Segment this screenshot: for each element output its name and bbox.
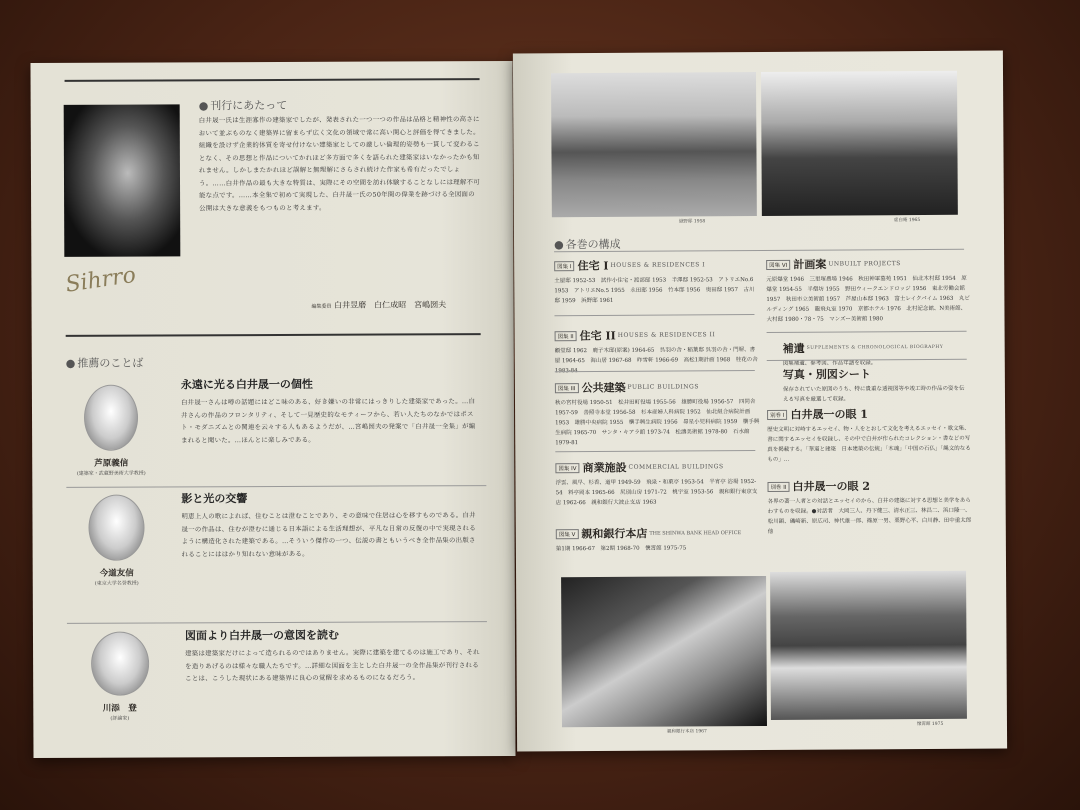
volume-title: 公共建築 xyxy=(581,381,626,395)
volume-tag: 図集 I xyxy=(554,261,574,271)
volume-desc: 各界の著一人者との対話とエッセイのから、白井の建築に対する思想と美学をあらわすものを収録。●対話者 大岡三人、丹下健三、清水正三、林昌二、浜口隆一、松川顕、磯崎新、原広司、神代雄一郎、篠原一男、栗野心平、白川静、田中重太郎 他 xyxy=(767,497,972,535)
recommendation-body: 白井晟一さんは噂の話題にはどこ味のある、好き嫌いの非常にはっきりした建築家であった。…白井さんの作品のフロンタリティ、そして一見歴史的なモティーフから、若い人たちのなかではポスト・モダニズムとの関連を云々する人もあるようだが、…宮嶋圀夫の発案で「白井晟一全集」が編まれると聞いた。…ほんとに楽しみである。 xyxy=(180,397,476,444)
recommender-name: 芦原義信 xyxy=(94,458,129,469)
volume-tag: 別巻 I xyxy=(767,409,787,419)
right-page xyxy=(513,51,1007,752)
volume-title: 補遺 xyxy=(782,342,805,356)
photo-house-3 xyxy=(770,571,967,720)
recommendation-title: 永遠に光る白井晟一の個性 xyxy=(180,377,313,392)
photo-caption: 嶽野邸 1958 xyxy=(678,219,706,225)
photo-bank-interior xyxy=(561,576,767,727)
volume-title-en: THE SHINWA BANK HEAD OFFICE xyxy=(649,529,742,537)
volume-title-en: HOUSES & RESIDENCES I xyxy=(610,261,706,269)
recommend-heading: ● 推薦のことば xyxy=(66,355,144,371)
volume-3 xyxy=(555,376,760,448)
recommendation-body: 建築は建築家だけによって造られるのではありません。実際に建築を建てるのは施工であり、それを造りあげるのは様々な職人たちです。…詳細な図面を主とした白井晟一の全作品集が刊行されることは、こうした現状にある建築界に良心の覚醒を求めるものになるだろう。 xyxy=(185,648,480,683)
volume-tag: 別巻 II xyxy=(767,481,789,491)
volume-tag: 図集 II xyxy=(555,331,577,341)
volume-title: 住宅 I xyxy=(577,259,609,273)
portrait-ashihara xyxy=(84,385,138,451)
signature: Sihrro xyxy=(64,262,138,298)
volume-desc: 土屋邸 1952-53 試作小住宅・渡部邸 1953 半澤邸 1952-53 アトリエNo.6 1953 アトリエNo.5 1955 永田邸 1956 竹本邸 1956 奥田邸 1957 古川邸 1959 浜野邸 1961 xyxy=(554,277,755,305)
volume-desc: 秋の宮村役場 1950-51 松井田町役場 1955-56 雄勝町役場 1956-57 四同舎 1957-59 善照寺本堂 1956-58 杉本産婦人科病院 1952 仙北組合病院計画 1953 雄勝中央病院 1955 横手興生病院 1956 昴星小児科病院 1959 横手興生病院 1965-70 サンタ・キアラ館 1973-74 松濤美術館 1978-80 石水館 1979-81 xyxy=(554,399,760,447)
volume-desc: 元原爆堂 1946 三里塚農場 1946 秋田神軍墓苑 1951 仙北木村邸 1954 原爆堂 1954-55 半僧坊 1955 野田ウィークエンドロッジ 1956 東北労働会館 1957 秋田市立美術館 1957 芦屋山本邸 1963 富士レイクパイム 1963 丸ビルディング 1965 龍飛丸室 1970 京都ホテル 1976 北村記念館、N美術館、大村邸 1980・78・75 マンズー美術館 1980 xyxy=(766,275,970,323)
volume-title-en: PUBLIC BUILDINGS xyxy=(627,383,699,391)
volume-desc: 第1期 1966-67 第2期 1968-70 懐霄館 1975-75 xyxy=(555,545,687,553)
volume-desc: 歴史文明に対峙するエッセイ、物・人をとおして文化を考えるエッセイ・歌文集、書に関するエッセイを収録し、その中で白井が作られたコレクション・書などの写真を掲載する。「華道と建築 日本建築の伝統」「木魂」「中国の石仏」「縄文的なるもの」… xyxy=(767,425,971,463)
volume-tag: 図集 IV xyxy=(555,463,579,473)
volume-desc: 保存されていた原図のうち、特に貴重な透視図等や竣工時の作品の姿を伝える写真を厳選して収録。 xyxy=(782,385,965,403)
volume-tag: 図集 III xyxy=(555,383,579,393)
volume-1 xyxy=(554,254,759,306)
architect-portrait xyxy=(64,104,181,257)
recommendation-3 xyxy=(67,626,488,753)
volume-title-en: UNBUILT PROJECTS xyxy=(828,260,901,268)
recommendation-2 xyxy=(66,489,487,626)
recommendation-1 xyxy=(66,373,486,490)
photo-caption: 懐霄館 1975 xyxy=(916,721,944,728)
photo-caption: 虚白庵 1965 xyxy=(893,218,921,224)
divider xyxy=(67,621,487,624)
volume-desc: 図集補遺、参考図、作品年譜を収録。 xyxy=(782,360,877,367)
divider xyxy=(555,450,755,452)
editors-line xyxy=(312,299,447,311)
volume-title-en: HOUSES & RESIDENCES II xyxy=(617,331,716,339)
volume-title: 親和銀行本店 xyxy=(581,527,648,541)
contents-heading: ● 各巻の構成 xyxy=(554,236,621,252)
left-page xyxy=(30,61,515,758)
portrait-kawazoe xyxy=(91,632,149,696)
recommender-affiliation: (建築家・武蔵野美術大学教授) xyxy=(76,470,146,477)
volume-title: 写真・別図シート xyxy=(782,367,871,382)
intro-body: 白井晟一氏は生涯寡作の建築家でしたが、発表された一つ一つの作品は品格と精神性の高さにおいて並ぶものなく建築界に留まらず広く文化の領域で常に高い関心と評価を得てきました。組織を設けず企業的体質を寄せ付けない建築家としての厳しい倫理的姿勢も一貫して変わることなく、その思想と作品についてかれほど多方面で多くを語られた建築家はいなかったかも知れません。しかしまたかれほど誤解と無理解にさらされ続けた作家も希有だったでしょう。……白井作品の最も大きな特質は、実際にその空間を訪れ体験することなしには理解不可能な点です。……本全集で初めて実現した、白井晟一氏の50年間の偉業を跡づける全図面の公開は大きな意義をもつものと考えます。 xyxy=(198,115,481,212)
intro-heading: ● 刊行にあたって xyxy=(199,97,288,113)
volume-2 xyxy=(555,324,760,376)
volume-title: 白井晟一の眼 1 xyxy=(790,407,868,422)
volume-desc: 浮雲、風早、杉香、道甲 1949-59 飛泉・和菓亭 1953-54 半宵亭 浴場 1952-54 料亭岡本 1965-66 尻別山房 1971-72 桃宇室 1953-56 親和銀行東京支店 1962-66 親和銀行大波止支店 1963 xyxy=(555,479,758,507)
volume-desc: 顧堂邸 1962 鹿子木邸(原案) 1964-65 呉羽の舎・稲葉邸 呉羽の舎・門塀、書屋 1964-65 海山居 1967-68 昨雪軒 1966-69 高松1期計画 1968 桂花の舎 xyxy=(554,347,758,365)
volume-title-en: COMMERCIAL BUILDINGS xyxy=(628,463,724,471)
recommendation-body: 明恵上人の歌によれば、住むことは澄むことであり、その意味で住居は心を移すものである。白井晟一の作品は、住むが澄むに通じる日本語による生活理想が、平凡な日常の反復の中で実現されるように構造化された建築である。…そういう傑作の一つ、伝説の書ともいうべき全作品集の出版されることにははかり知れない意味がある。 xyxy=(181,511,476,558)
top-rule xyxy=(65,78,480,82)
divider xyxy=(554,314,754,316)
volume-title: 住宅 II xyxy=(579,329,616,343)
volume-title: 商業施設 xyxy=(582,461,627,475)
editors-names: 白井昱磨 白仁成昭 宮嶋圀夫 xyxy=(334,300,447,310)
volume-6 xyxy=(766,253,971,325)
volume-title: 計画案 xyxy=(793,258,827,272)
recommender-name: 今道友信 xyxy=(99,568,134,579)
photo-sheets xyxy=(783,363,968,405)
divider xyxy=(767,331,967,333)
volume-tag: 図集 VI xyxy=(766,259,790,269)
photo-house-2 xyxy=(761,71,958,216)
extra-volume-2 xyxy=(767,475,972,537)
recommendation-title: 影と光の交響 xyxy=(181,492,248,506)
volume-tag: 図集 V xyxy=(556,529,579,539)
recommender-affiliation: (評論家) xyxy=(110,715,130,722)
extra-volume-1 xyxy=(767,403,972,465)
divider xyxy=(66,485,486,488)
recommender-name: 川添 登 xyxy=(102,703,137,714)
photo-caption: 親和銀行本店 1967 xyxy=(667,729,707,735)
mid-rule xyxy=(66,333,481,337)
recommendation-title: 図面より白井晟一の意図を読む xyxy=(184,628,340,643)
volume-title: 白井晟一の眼 2 xyxy=(792,479,871,494)
recommender-affiliation: (東京大学名誉教授) xyxy=(94,580,139,587)
portrait-imamichi xyxy=(88,495,144,561)
photo-house-1 xyxy=(551,72,757,217)
volume-4 xyxy=(555,456,760,508)
editors-label: 編集委員 xyxy=(311,303,332,310)
volume-title-en: SUPPLEMENTS & CHRONOLOGICAL BIOGRAPHY xyxy=(806,344,944,351)
volume-5 xyxy=(556,522,761,554)
